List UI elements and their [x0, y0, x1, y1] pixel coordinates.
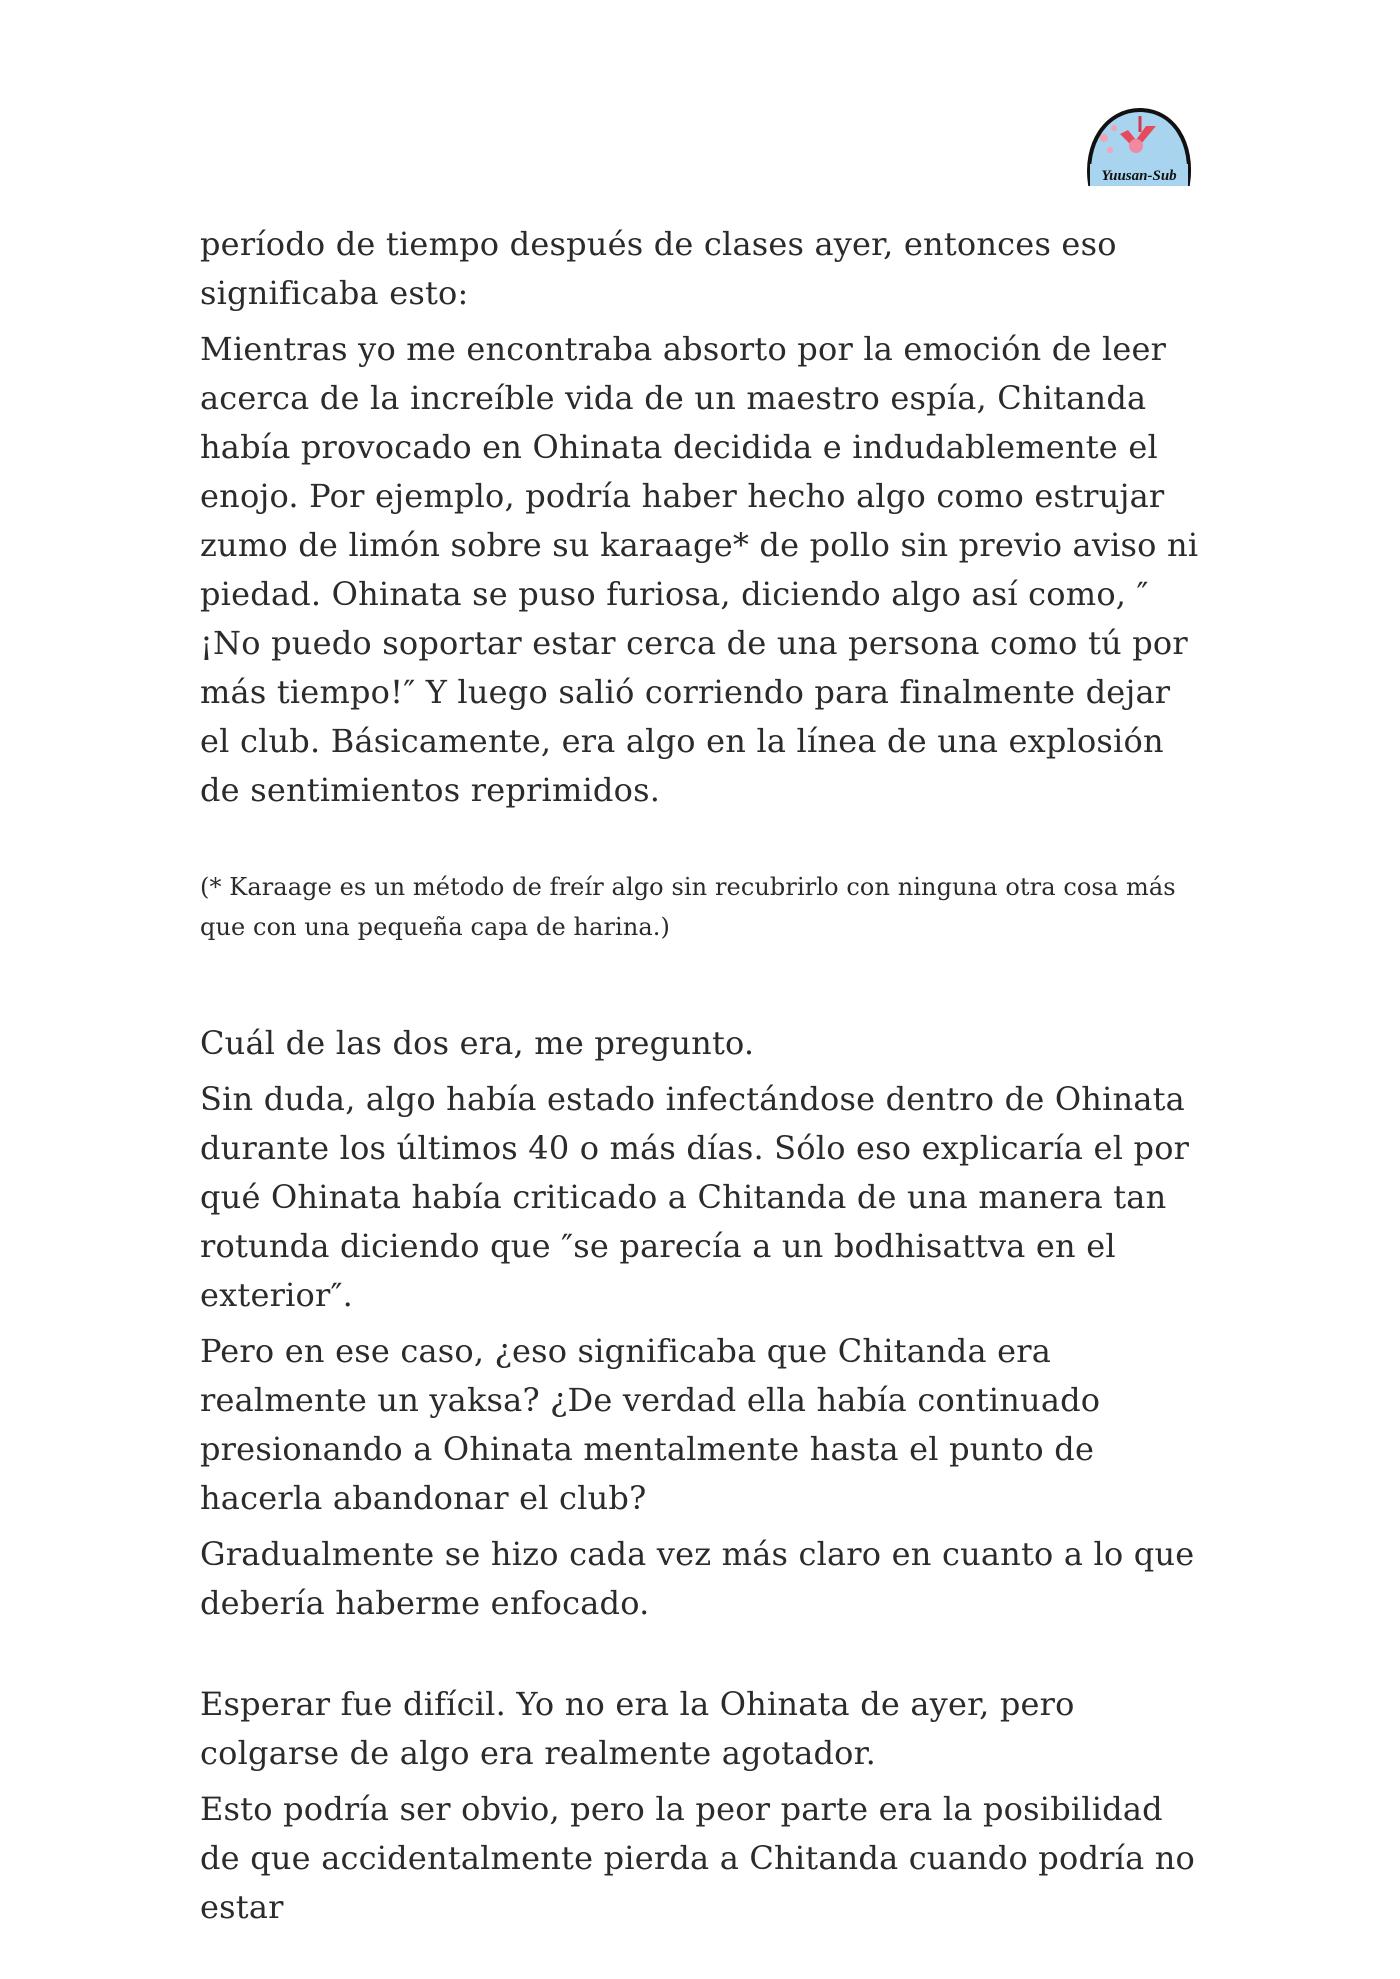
paragraph: Cuál de las dos era, me pregunto. [200, 1024, 755, 1062]
yuusan-sub-logo [1080, 104, 1198, 200]
paragraph: Pero en ese caso, ¿eso significaba que Chitanda era realmente un yaksa? ¿De verdad ella había continuado presionando a Ohinata mentalmente hasta el punto de hacerla abandonar el club? [200, 1332, 1101, 1517]
paragraph: período de tiempo después de clases ayer, entonces eso significaba esto: [200, 225, 1117, 312]
paragraph: Mientras yo me encontraba absorto por la emoción de leer acerca de la increíble vida de un maestro espía, Chitanda había provocado en Ohinata decidida e indudablemente el enojo. Por ejemplo, podría haber hecho algo como estrujar zumo de limón sobre su karaage* de pollo sin previo aviso ni piedad. Ohinata se puso furiosa, diciendo algo así como, ″¡No puedo soportar estar cerca de una persona como tú por más tiempo!″ Y luego salió corriendo para finalmente dejar el club. Básicamente, era algo en la línea de una explosión de sentimientos reprimidos. [200, 330, 1199, 809]
page-body [200, 220, 1200, 1932]
paragraph: Sin duda, algo había estado infectándose dentro de Ohinata durante los últimos 40 o más días. Sólo eso explicaría el por qué Ohinata había criticado a Chitanda de una manera tan rotunda diciendo que ″se parecía a un bodhisattva en el exterior″. [200, 1080, 1190, 1314]
logo-text: Yuusan-Sub [1101, 168, 1177, 184]
footnote: (* Karaage es un método de freír algo sin recubrirlo con ninguna otra cosa más que con una pequeña capa de harina.) [200, 873, 1176, 941]
paragraph: Esto podría ser obvio, pero la peor parte era la posibilidad de que accidentalmente pierda a Chitanda cuando podría no estar [200, 1790, 1195, 1926]
paragraph: Esperar fue difícil. Yo no era la Ohinata de ayer, pero colgarse de algo era realmente agotador. [200, 1685, 1075, 1772]
paragraph: Gradualmente se hizo cada vez más claro en cuanto a lo que debería haberme enfocado. [200, 1535, 1195, 1622]
